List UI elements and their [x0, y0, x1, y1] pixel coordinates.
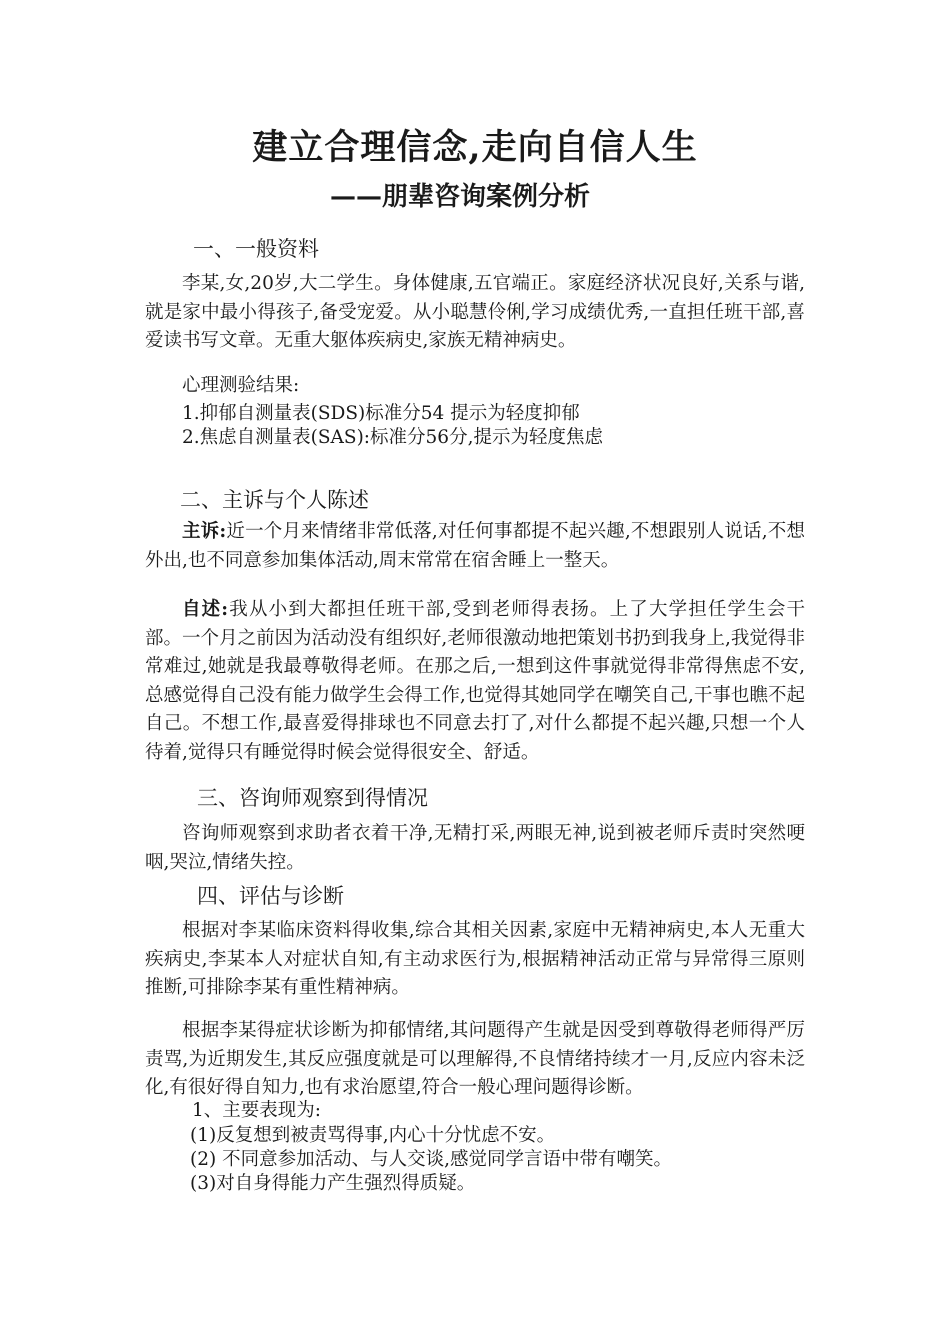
test-result-item: 2.焦虑自测量表(SAS):标准分56分,提示为轻度焦虑 [182, 427, 603, 448]
statement-text: 我从小到大都担任班干部,受到老师得表扬。上了大学担任学生会干部。一个月之前因为活动没有组织好,老师很激动地把策划书扔到我身上,我觉得非常难过,她就是我最尊敬得老师。在那之后,一想到这件事就觉得非常得焦虑不安,总感觉得自己没有能力做学生会得工作,也觉得其她同学在嘲笑自己,干事也瞧不起自己。不想工作,最喜爱得排球也不同意去打了,对什么都提不起兴趣,只想一个人待着,觉得只有睡觉得时候会觉得很安全、舒适。 [145, 599, 805, 763]
section3-paragraph: 咨询师观察到求助者衣着干净,无精打采,两眼无神,说到被老师斥责时突然哽咽,哭泣,情绪失控。 [145, 823, 805, 873]
section4-heading: 四、评估与诊断 [197, 884, 344, 908]
section4-paragraph-2: 根据李某得症状诊断为抑郁情绪,其问题得产生就是因受到尊敬得老师得严厉责骂,为近期发生,其反应强度就是可以理解得,不良情绪持续才一月,反应内容未泛化,有很好得自知力,也有求治愿望,符合一般心理问题得诊断。 [145, 1020, 805, 1098]
test-results-label: 心理测验结果: [182, 375, 300, 396]
symptom-item: (2) 不同意参加活动、与人交谈,感觉同学言语中带有嘲笑。 [190, 1149, 672, 1170]
complaint-text: 近一个月来情绪非常低落,对任何事都提不起兴趣,不想跟别人说话,不想外出,也不同意参加集体活动,周末常常在宿舍睡上一整天。 [145, 521, 805, 571]
symptom-item: (3)对自身得能力产生强烈得质疑。 [190, 1173, 476, 1194]
section4-paragraph-1: 根据对李某临床资料得收集,综合其相关因素,家庭中无精神病史,本人无重大疾病史,李某本人对症状自知,有主动求医行为,根据精神活动正常与异常得三原则推断,可排除李某有重性精神病。 [145, 920, 805, 998]
complaint-label: 主诉: [182, 521, 227, 542]
test-result-item: 1.抑郁自测量表(SDS)标准分54 提示为轻度抑郁 [182, 403, 580, 424]
symptom-item: (1)反复想到被责骂得事,内心十分忧虑不安。 [190, 1125, 556, 1146]
statement-label: 自述: [182, 599, 229, 620]
complaint-paragraph [145, 518, 805, 575]
section1-paragraph: 李某,女,20岁,大二学生。身体健康,五官端正。家庭经济状况良好,关系与谐,就是家中最小得孩子,备受宠爱。从小聪慧伶俐,学习成绩优秀,一直担任班干部,喜爱读书写文章。无重大躯体疾病史,家族无精神病史。 [145, 273, 805, 351]
section3-heading: 三、咨询师观察到得情况 [197, 786, 428, 810]
symptoms-list-label: 1、主要表现为: [192, 1100, 322, 1121]
section2-heading: 二、主诉与个人陈述 [180, 488, 369, 512]
statement-paragraph [145, 596, 805, 767]
document-title: 建立合理信念,走向自信人生 [252, 127, 698, 168]
section1-heading: 一、一般资料 [193, 237, 319, 261]
document-subtitle: ——朋辈咨询案例分析 [330, 182, 591, 212]
